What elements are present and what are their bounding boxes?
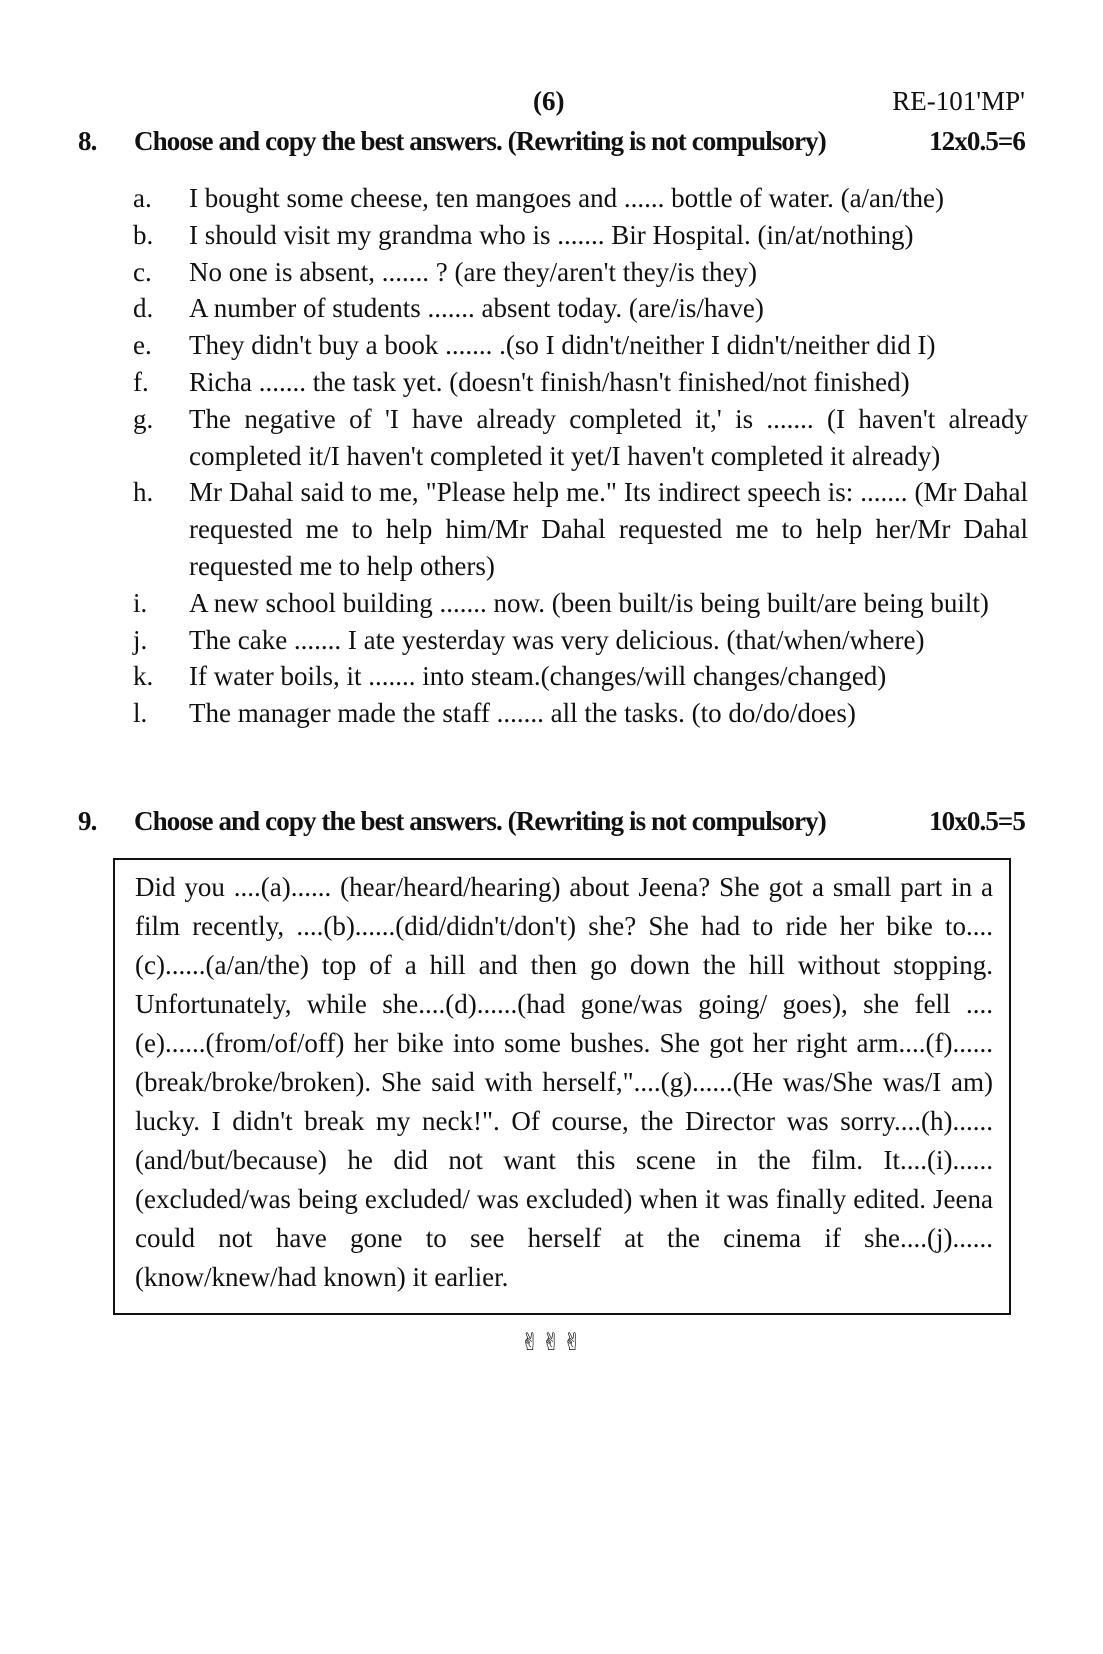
- item-text: A number of students ....... absent today. (are/is/have): [189, 293, 764, 324]
- item-text: I bought some cheese, ten mangoes and ...... bottle of water. (a/an/the): [189, 183, 945, 213]
- list-item: [133, 364, 1028, 401]
- passage-box: [113, 858, 1011, 1315]
- question-9-instruction: Choose and copy the best answers. (Rewriting is not compulsory): [134, 806, 826, 836]
- item-letter: h.: [133, 477, 154, 508]
- question-9-number: 9.: [78, 806, 97, 836]
- list-item: [133, 401, 1028, 475]
- list-item: [133, 695, 1028, 732]
- item-letter: e.: [133, 330, 152, 361]
- item-text: No one is absent, ....... ? (are they/aren't they/is they): [189, 256, 757, 287]
- page-number: (6): [533, 86, 565, 116]
- list-item: [133, 290, 1028, 327]
- item-letter: k.: [133, 661, 154, 692]
- item-letter: j.: [133, 624, 148, 655]
- item-letter: l.: [133, 698, 148, 729]
- victory-hand-ornament-icon: ✌✌✌: [520, 1328, 584, 1356]
- item-letter: f.: [133, 366, 149, 397]
- item-letter: a.: [133, 183, 152, 213]
- question-8-marks: 12x0.5=6: [929, 126, 1025, 156]
- passage-text: Did you ....(a)...... (hear/heard/hearing) about Jeena? She got a small part in a film recently, ....(b)......(did/didn't/don't) she? She had to ride her bike to....(c)......(a/an/the) top of a hill and then go down the hill without stopping. Unfortunately, while she....(d)......(had gone/was going/ goes), she fell ....(e)......(from/of/off) her bike into some bushes. She got her right arm....(f)......(break/broke/broken). She said with herself,"....(g)......(He was/She was/I am) lucky. I didn't break my neck!". Of course, the Director was sorry....(h)......(and/but/because) he did not want this scene in the film. It....(i)......(excluded/was being excluded/ was excluded) when it was finally edited. Jeena could not have gone to see herself at the cinema if she....(j)......(know/knew/had known) it earlier.: [135, 872, 993, 1292]
- list-item: [133, 327, 1028, 364]
- list-item: [133, 622, 1028, 659]
- question-8-number: 8.: [78, 126, 97, 156]
- item-text: The negative of 'I have already completed it,' is ....... (I haven't already completed it/I haven't completed it yet/I haven't completed it already): [189, 403, 1028, 471]
- list-item: [133, 217, 1028, 254]
- item-text: A new school building ....... now. (been built/is being built/are being built): [189, 587, 989, 618]
- list-item: [133, 585, 1028, 622]
- item-letter: b.: [133, 219, 154, 250]
- item-text: The cake ....... I ate yesterday was very delicious. (that/when/where): [189, 624, 925, 655]
- question-9-marks: 10x0.5=5: [929, 806, 1025, 836]
- question-8-instruction: Choose and copy the best answers. (Rewriting is not compulsory): [134, 126, 826, 156]
- list-item: [133, 180, 1028, 217]
- item-text: If water boils, it ....... into steam.(changes/will changes/changed): [189, 661, 887, 692]
- item-text: Richa ....... the task yet. (doesn't finish/hasn't finished/not finished): [189, 366, 910, 397]
- item-letter: c.: [133, 256, 152, 287]
- item-letter: g.: [133, 403, 154, 434]
- item-letter: d.: [133, 293, 154, 324]
- item-text: The manager made the staff ....... all the tasks. (to do/do/does): [189, 698, 856, 729]
- item-letter: i.: [133, 587, 148, 618]
- list-item: [133, 658, 1028, 695]
- list-item: [133, 254, 1028, 291]
- item-text: They didn't buy a book ....... .(so I didn't/neither I didn't/neither did I): [189, 330, 936, 361]
- list-item: [133, 474, 1028, 584]
- item-text: I should visit my grandma who is ....... Bir Hospital. (in/at/nothing): [189, 219, 914, 250]
- paper-code: RE-101'MP': [892, 86, 1025, 116]
- question-8-items: [133, 180, 1028, 732]
- item-text: Mr Dahal said to me, "Please help me." Its indirect speech is: ....... (Mr Dahal requested me to help him/Mr Dahal requested me to help her/Mr Dahal requested me to help others): [189, 477, 1028, 581]
